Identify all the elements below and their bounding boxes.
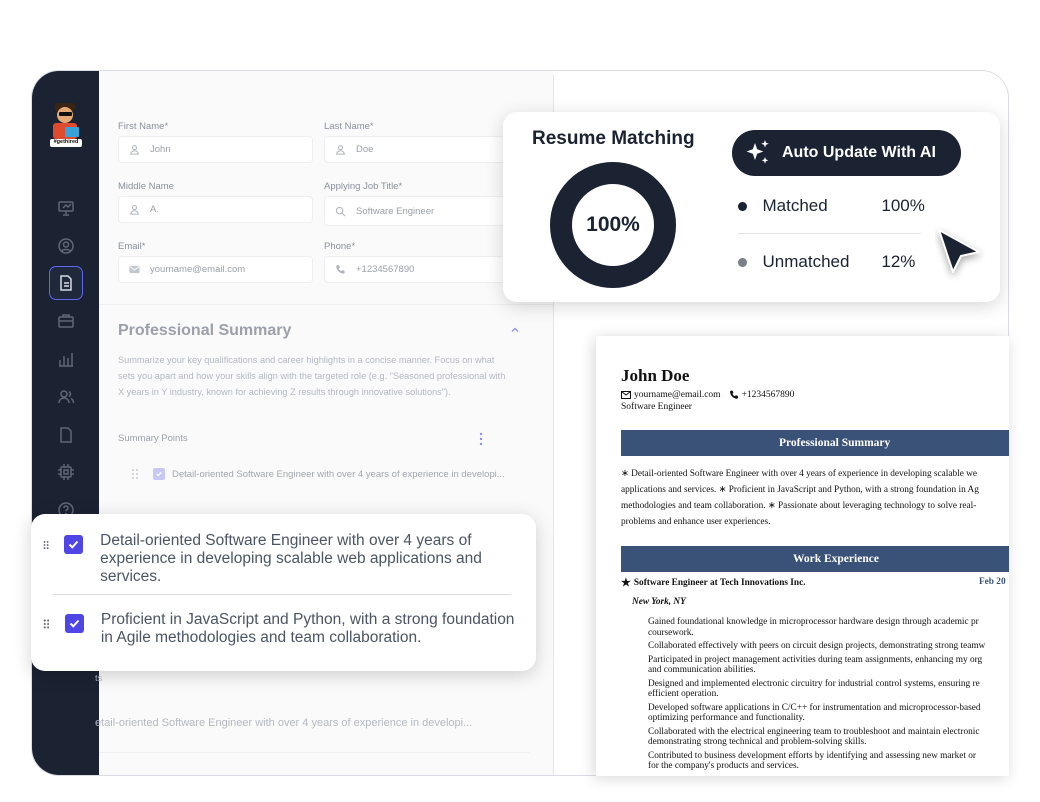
email-field[interactable] bbox=[118, 256, 313, 283]
resume-matching-title: Resume Matching bbox=[532, 128, 695, 149]
resume-bullet: • Collaborated with the electrical engineering team to troubleshoot and maintain electronic demonstrating strong technical and problem-solving skills. bbox=[648, 727, 1009, 748]
middle-name-field[interactable] bbox=[118, 196, 313, 223]
more-options-icon[interactable] bbox=[476, 431, 486, 447]
summary-point-preview[interactable] bbox=[131, 468, 505, 480]
resume-role: Software Engineer bbox=[621, 402, 692, 412]
gethired-logo[interactable] bbox=[48, 101, 84, 149]
user-icon bbox=[129, 144, 140, 155]
phone-icon bbox=[335, 264, 346, 275]
resume-job-title bbox=[621, 576, 1009, 589]
summary-point-text-lower[interactable]: etail-oriented Software Engineer with over 4 years of experience in developi... bbox=[95, 717, 473, 729]
resume-job-date: Feb 20 bbox=[979, 577, 1006, 587]
briefcase-icon bbox=[57, 312, 75, 330]
summary-points-label: Summary Points bbox=[118, 433, 188, 444]
users-icon bbox=[57, 388, 75, 406]
resume-bullet: • Participated in project management activities during team assignments, enhancing my org and communication abilities. bbox=[648, 655, 1009, 676]
matched-value: 100% bbox=[881, 196, 925, 215]
matched-stat bbox=[738, 196, 938, 216]
auto-update-ai-button[interactable] bbox=[732, 130, 961, 176]
drag-handle-icon[interactable] bbox=[131, 468, 139, 480]
phone-icon bbox=[729, 390, 739, 400]
sparkles-icon bbox=[742, 137, 774, 169]
first-name-value: John bbox=[150, 144, 171, 155]
summary-point-item[interactable] bbox=[43, 611, 523, 647]
unmatched-dot bbox=[738, 258, 747, 267]
first-name-label: First Name* bbox=[118, 121, 169, 132]
resume-contact bbox=[621, 390, 794, 400]
file-icon bbox=[57, 426, 75, 444]
sidebar-item-files[interactable] bbox=[49, 418, 83, 452]
star-icon: ★ bbox=[621, 577, 631, 589]
resume-work-heading: Work Experience bbox=[621, 546, 1009, 572]
unmatched-stat bbox=[738, 252, 938, 272]
resume-job-title-text: Software Engineer at Tech Innovations Inc. bbox=[633, 577, 806, 588]
resume-bullet: • Gained foundational knowledge in microprocessor hardware design through academic pr coursework. bbox=[648, 617, 1009, 638]
summary-point-checkbox[interactable] bbox=[65, 614, 84, 633]
sidebar-item-resume[interactable] bbox=[49, 266, 83, 300]
summary-point-text: Detail-oriented Software Engineer with over 4 years of experience in developi... bbox=[172, 468, 505, 480]
sidebar-item-dashboard[interactable] bbox=[49, 191, 83, 225]
matched-dot bbox=[738, 202, 747, 211]
first-name-field[interactable] bbox=[118, 136, 313, 163]
dashboard-icon bbox=[57, 199, 75, 217]
middle-name-value: A. bbox=[150, 204, 159, 215]
summary-point-item[interactable] bbox=[43, 532, 523, 586]
summary-point-checkbox[interactable] bbox=[153, 468, 165, 480]
phone-value: +1234567890 bbox=[356, 264, 415, 275]
mail-icon bbox=[129, 264, 140, 275]
analytics-chart-icon bbox=[57, 350, 75, 368]
user-icon bbox=[129, 204, 140, 215]
resume-job-bullets bbox=[636, 617, 1009, 775]
job-title-field[interactable] bbox=[324, 196, 509, 226]
sidebar-item-users[interactable] bbox=[49, 380, 83, 414]
stat-divider bbox=[738, 233, 921, 234]
resume-preview-sheet bbox=[596, 336, 1009, 776]
resume-summary-text: ∗ Detail-oriented Software Engineer with over 4 years of experience in developing scalable we applications and services. ∗ Proficient in JavaScript and Python, with a strong foundation in Ag methodologies and team collaboration. ∗ Passionate about leveraging technology to solve real- problems and enhance user experiences. bbox=[621, 469, 979, 527]
summary-points-card bbox=[31, 514, 536, 671]
phone-label: Phone* bbox=[324, 241, 356, 252]
unmatched-label: Unmatched bbox=[762, 252, 850, 271]
chevron-up-icon[interactable] bbox=[510, 325, 520, 335]
matched-label: Matched bbox=[762, 196, 828, 215]
resume-phone: +1234567890 bbox=[741, 390, 795, 400]
resume-document-icon bbox=[57, 274, 75, 292]
sidebar-item-integrations[interactable] bbox=[49, 455, 83, 489]
job-title-value: Software Engineer bbox=[356, 205, 435, 217]
email-label: Email* bbox=[118, 241, 146, 252]
profile-icon bbox=[57, 237, 75, 255]
resume-matching-card bbox=[503, 112, 1000, 302]
sidebar-item-analytics[interactable] bbox=[49, 342, 83, 376]
last-name-label: Last Name* bbox=[324, 121, 374, 132]
check-icon bbox=[68, 617, 81, 630]
summary-point-text: Detail-oriented Software Engineer with over 4 years of experience in developing scalable web applications and services. bbox=[100, 532, 482, 585]
section-divider bbox=[99, 304, 553, 305]
summary-point-checkbox[interactable] bbox=[64, 535, 83, 554]
resume-bullet: • Developed software applications in C/C++ for instrumentation and microprocessor-based optimizing performance and functionality. bbox=[648, 703, 1009, 724]
middle-name-label: Middle Name bbox=[118, 181, 174, 192]
last-name-field[interactable] bbox=[324, 136, 509, 163]
summary-points-label-lower: ts bbox=[95, 673, 103, 684]
resume-bullet: • Designed and implemented electronic circuitry for industrial control systems, ensuring re efficient operation. bbox=[648, 679, 1009, 700]
unmatched-value: 12% bbox=[881, 252, 916, 271]
check-icon bbox=[67, 538, 80, 551]
resume-name: John Doe bbox=[621, 366, 690, 385]
sidebar-item-profile[interactable] bbox=[49, 229, 83, 263]
user-icon bbox=[335, 144, 346, 155]
job-title-label: Applying Job Title* bbox=[324, 181, 403, 192]
mouse-pointer-icon bbox=[935, 226, 985, 282]
email-placeholder: yourname@email.com bbox=[150, 264, 246, 275]
drag-handle-icon[interactable] bbox=[43, 536, 49, 554]
professional-summary-description: Summarize your key qualifications and career highlights in a concise manner. Focus on what sets you apart and how your skills align with the targeted role (e.g. "Seasoned professional with X years in Y industry, known for achieving Z results through innovative solutions"). bbox=[118, 355, 506, 397]
professional-summary-title: Professional Summary bbox=[118, 322, 292, 339]
phone-field[interactable] bbox=[324, 256, 509, 283]
last-name-value: Doe bbox=[356, 144, 374, 155]
auto-update-ai-label: Auto Update With AI bbox=[782, 144, 936, 161]
resume-bullet: • Collaborated effectively with peers on circuit design projects, demonstrating strong teamw bbox=[648, 641, 1009, 652]
sidebar-item-jobs[interactable] bbox=[49, 304, 83, 338]
resume-bullet: • Contributed to business development efforts by identifying and assessing new market or for the company's products and services. bbox=[648, 751, 1009, 772]
match-score-value: 100% bbox=[586, 213, 640, 236]
summary-point-text: Proficient in JavaScript and Python, with a strong foundation in Agile methodologies and team collaboration. bbox=[100, 611, 515, 646]
mail-icon bbox=[621, 390, 631, 400]
point-divider bbox=[53, 594, 511, 595]
resume-email: yourname@email.com bbox=[634, 390, 721, 400]
drag-handle-icon[interactable] bbox=[43, 615, 50, 633]
logo-text: #gethired bbox=[53, 139, 79, 145]
search-icon bbox=[335, 206, 346, 217]
resume-job-location: New York, NY bbox=[632, 597, 686, 607]
chip-icon bbox=[57, 463, 75, 481]
resume-summary-heading: Professional Summary bbox=[621, 430, 1009, 456]
section-divider bbox=[99, 752, 529, 753]
check-icon bbox=[155, 470, 163, 478]
